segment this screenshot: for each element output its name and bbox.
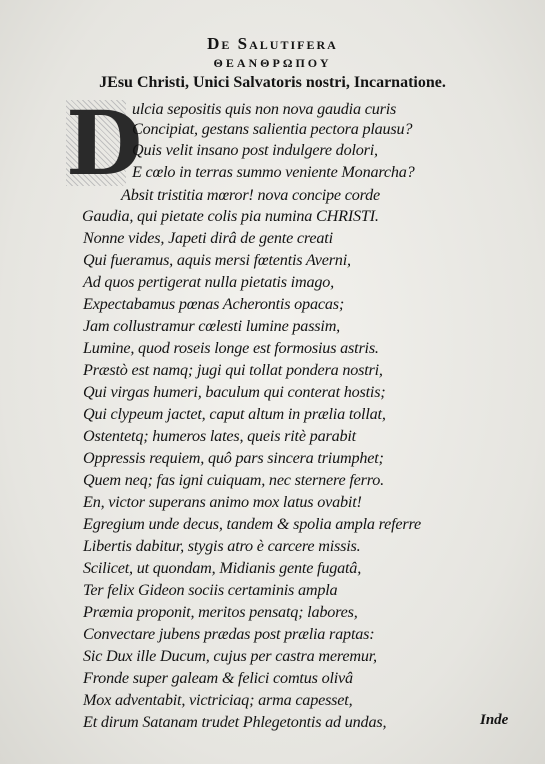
verse-line: Scilicet, ut quondam, Midianis gente fugatâ, (83, 559, 362, 577)
verse-line: Oppressis requiem, quô pars sincera triumphet; (83, 449, 384, 467)
drop-cap-initial: D (66, 91, 143, 195)
verse-line: Egregium unde decus, tandem & spolia ampla referre (83, 515, 421, 533)
heading-line-1: De Salutifera (207, 34, 338, 53)
heading-line-3: JEsu Christi, Unici Salvatoris nostri, Incarnatione. (99, 74, 446, 91)
verse-line: Quis velit insano post indulgere dolori, (132, 141, 378, 159)
verse-line: Præstò est namq; jugi qui tollat pondera nostri, (83, 361, 383, 379)
verse-line: Qui clypeum jactet, caput altum in prælia tollat, (83, 405, 386, 423)
verse-line: Ad quos pertigerat nulla pietatis imago, (83, 273, 334, 291)
catchword: Inde (480, 712, 509, 728)
verse-line: Absit tristitia mœror! nova concipe corde (121, 186, 381, 204)
verse-line: Gaudia, qui pietate colis pia numina CHRISTI. (82, 207, 379, 225)
verse-line: Qui fueramus, aquis mersi fœtentis Averni, (83, 251, 351, 269)
verse-line: Sic Dux ille Ducum, cujus per castra meremur, (83, 647, 377, 665)
verse-line: Nonne vides, Japeti dirâ de gente creati (83, 229, 333, 247)
verse-line: Concipiat, gestans salientia pectora plausu? (132, 120, 413, 138)
verse-line: Lumine, quod roseis longe est formosius astris. (83, 339, 379, 357)
verse-line: Libertis dabitur, stygis atro è carcere missis. (83, 537, 361, 555)
verse-line: E cœlo in terras summo veniente Monarcha? (132, 163, 415, 181)
verse-line: Præmia proponit, meritos pensatq; labores, (83, 603, 358, 621)
verse-line: Fronde super galeam & felici comtus olivâ (83, 669, 353, 687)
verse-line: Convectare jubens prædas post prælia raptas: (83, 625, 375, 643)
verse-line: Et dirum Satanam trudet Phlegetontis ad undas, (83, 713, 387, 731)
verse-line: En, victor superans animo mox latus ovabit! (83, 493, 362, 511)
verse-line: Qui virgas humeri, baculum qui conterat hostis; (83, 383, 386, 401)
verse-line: ulcia sepositis quis non nova gaudia curis (132, 100, 397, 118)
verse-line: Quem neq; fas igni cuiquam, nec sternere ferro. (83, 471, 384, 489)
verse-line: Ter felix Gideon sociis certaminis ampla (83, 581, 338, 599)
heading-line-2-greek: ΘΕΑΝΘΡΩΠΟΥ (213, 56, 332, 70)
verse-line: Jam collustramur cœlesti lumine passim, (83, 317, 341, 335)
verse-line: Mox adventabit, victriciaq; arma capesset, (83, 691, 353, 709)
verse-line: Expectabamus pœnas Acherontis opacas; (83, 295, 345, 313)
verse-line: Ostentetq; humeros lates, queis ritè parabit (83, 427, 356, 445)
